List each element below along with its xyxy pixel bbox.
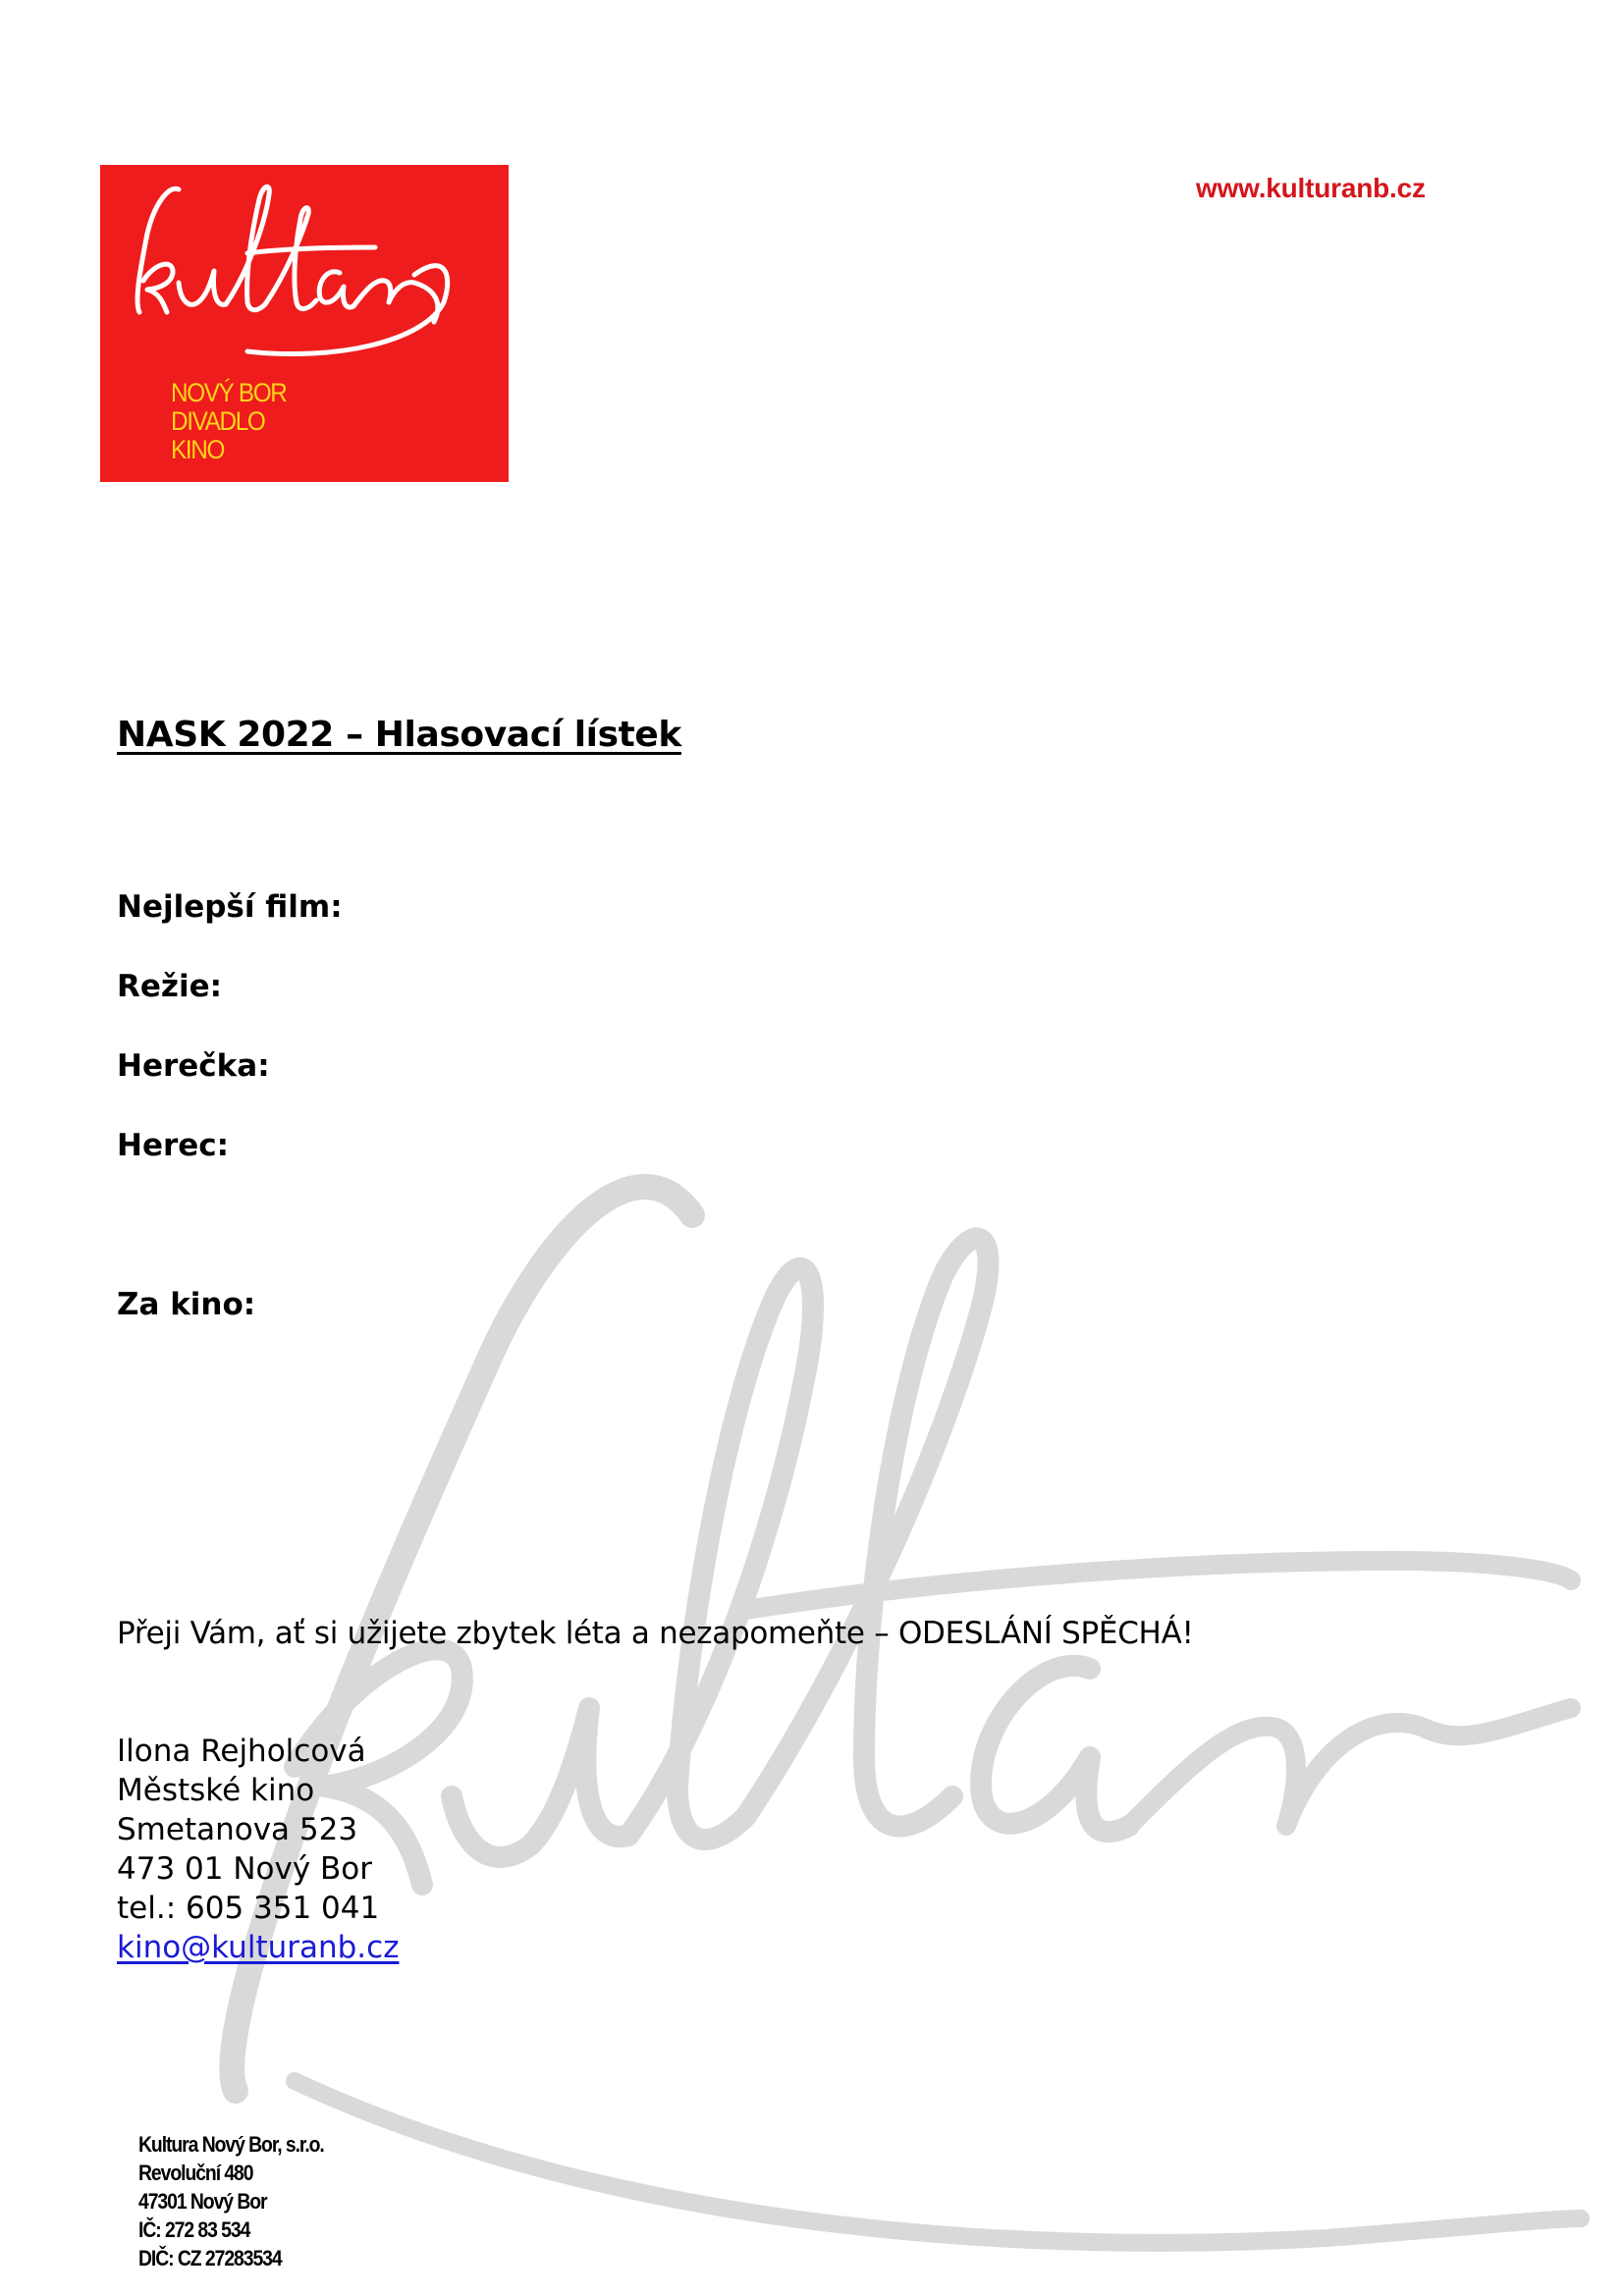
field-best-film: Nejlepší film: (117, 889, 343, 925)
field-actor: Herec: (117, 1128, 230, 1163)
company-footer (138, 2130, 324, 2272)
signature-name: Ilona Rejholcová (117, 1734, 366, 1769)
signature-phone: tel.: 605 351 041 (117, 1891, 380, 1926)
footer-ic: IČ: 272 83 534 (138, 2217, 250, 2242)
kultura-logo (100, 165, 509, 482)
signature-street: Smetanova 523 (117, 1812, 358, 1847)
field-director: Režie: (117, 969, 222, 1004)
logo-line-divadlo: DIVADLO (171, 406, 265, 436)
footer-city: 47301 Nový Bor (138, 2189, 267, 2214)
field-for-cinema: Za kino: (117, 1287, 256, 1322)
closing-sentence: Přeji Vám, ať si užijete zbytek léta a nezapomeňte – ODESLÁNÍ SPĚCHÁ! (117, 1616, 1194, 1651)
footer-street: Revoluční 480 (138, 2161, 253, 2185)
signature-block (117, 1732, 399, 1967)
footer-dic: DIČ: CZ 27283534 (138, 2246, 282, 2270)
website-link[interactable]: www.kulturanb.cz (1196, 173, 1426, 203)
field-actress: Herečka: (117, 1048, 270, 1084)
footer-company: Kultura Nový Bor, s.r.o. (138, 2132, 324, 2157)
kultura-script-logo (100, 165, 509, 482)
signature-city: 473 01 Nový Bor (117, 1851, 373, 1887)
signature-email-link[interactable]: kino@kulturanb.cz (117, 1930, 400, 1965)
logo-subtitle (171, 379, 286, 464)
document-title: NASK 2022 – Hlasovací lístek (117, 715, 681, 755)
logo-line-nowy-bor: NOVÝ BOR (171, 378, 287, 407)
logo-line-kino: KINO (171, 435, 225, 464)
signature-org: Městské kino (117, 1773, 315, 1808)
